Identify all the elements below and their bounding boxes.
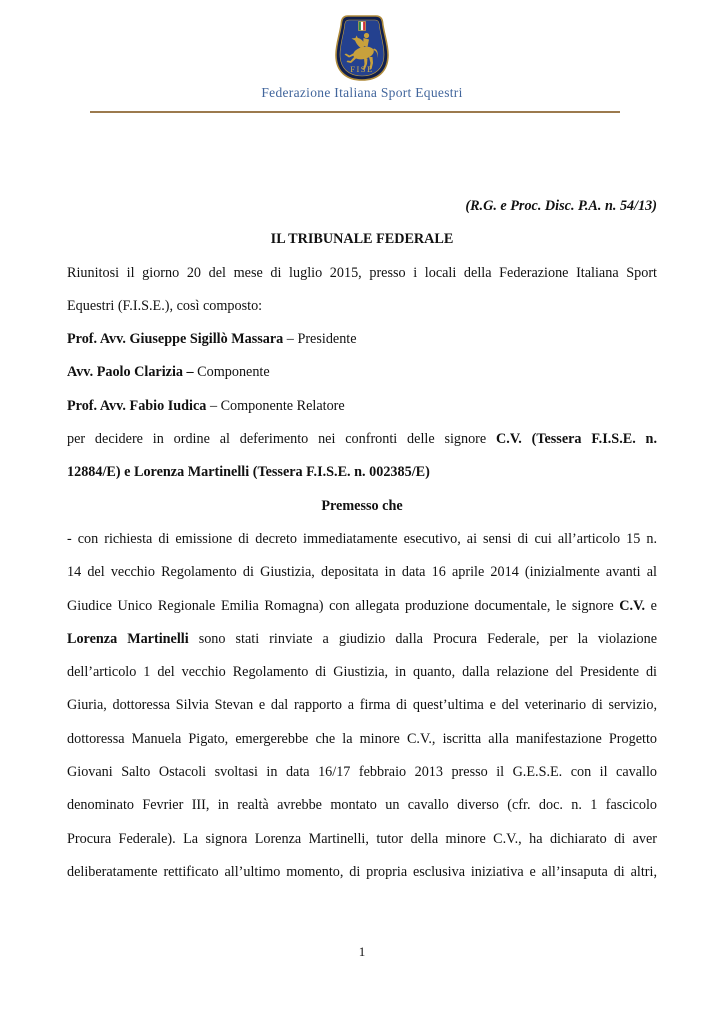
deferimento-line-1 <box>67 423 657 456</box>
premessa-text: 14 del vecchio Regolamento di Giustizia, depositata in data 16 aprile 2014 (inizialmente avanti al <box>67 564 657 581</box>
intro-line-1-text: Riunitosi il giorno 20 del mese di luglio 2015, presso i locali della Federazione Italiana Sport <box>67 264 657 281</box>
panel-member-name: Prof. Avv. Giuseppe Sigillò Massara <box>67 331 284 348</box>
premessa-line-6 <box>67 689 657 722</box>
premessa-text: Giuria, dottoressa Silvia Stevan e dal rapporto a firma di quest’ultima e del veterinario di servizio, <box>67 697 657 714</box>
case-reference <box>67 190 657 223</box>
premesso-che-text: Premesso che <box>321 497 403 514</box>
panel-member-name: Avv. Paolo Clarizia – <box>67 364 194 381</box>
premessa-line-9 <box>67 789 657 822</box>
premessa-line-1 <box>67 523 657 556</box>
premesso-che-heading <box>67 490 657 523</box>
intro-line-2-text: Equestri (F.I.S.E.), così composto: <box>67 297 263 314</box>
deferimento-text: per decidere in ordine al deferimento nei confronti delle signore <box>67 431 497 448</box>
premessa-text: dottoressa Manuela Pigato, emergerebbe che la minore C.V., iscritta alla manifestazione Progetto <box>67 730 657 747</box>
italian-flag-icon <box>359 22 366 31</box>
premessa-text: Procura Federale). La signora Lorenza Martinelli, tutor della minore C.V., ha dichiarato di aver <box>67 830 657 847</box>
defendants-names: 12884/E) e Lorenza Martinelli (Tessera F.I.S.E. n. 002385/E) <box>67 464 430 481</box>
panel-member-relatore <box>67 390 657 423</box>
defendant-name: Lorenza Martinelli <box>67 630 189 647</box>
premessa-line-11 <box>67 856 657 889</box>
premessa-text: Giovani Salto Ostacoli svoltasi in data 16/17 febbraio 2013 presso il G.E.S.E. con il cavallo <box>67 764 657 781</box>
panel-member-role: – Componente Relatore <box>206 397 345 414</box>
document-body <box>67 190 657 889</box>
premessa-line-7 <box>67 723 657 756</box>
panel-member-componente <box>67 356 657 389</box>
fise-shield-icon <box>330 13 394 83</box>
premessa-text: sono stati rinviate a giudizio dalla Procura Federale, per la violazione <box>188 630 657 647</box>
fise-logo <box>0 13 724 101</box>
intro-line-1 <box>67 257 657 290</box>
premessa-text: deliberatamente rettificato all’ultimo momento, di propria esclusiva iniziativa e all’insaputa di altri, <box>67 863 657 880</box>
page-number: 1 <box>358 944 366 959</box>
premessa-line-8 <box>67 756 657 789</box>
premessa-text: Giudice Unico Regionale Emilia Romagna) con allegata produzione documentale, le signore <box>67 597 620 614</box>
premessa-text: denominato Fevrier III, in realtà avrebbe montato un cavallo diverso (cfr. doc. n. 1 fascicolo <box>67 797 657 814</box>
org-name: Federazione Italiana Sport Equestri <box>261 85 463 100</box>
defendant-initials: C.V. <box>619 597 646 614</box>
fise-acronym: FISE <box>350 64 374 74</box>
premessa-text: dell’articolo 1 del vecchio Regolamento di Giustizia, in quanto, dalla relazione del Presidente di <box>67 664 657 681</box>
premessa-line-4 <box>67 623 657 656</box>
defendants-names: C.V. (Tessera F.I.S.E. n. <box>496 431 657 448</box>
premessa-text: e <box>645 597 657 614</box>
doc-title <box>67 223 657 256</box>
intro-line-2 <box>67 290 657 323</box>
premessa-line-2 <box>67 556 657 589</box>
panel-member-president <box>67 323 657 356</box>
premessa-line-3 <box>67 590 657 623</box>
header-rule <box>90 111 620 113</box>
doc-title-text: IL TRIBUNALE FEDERALE <box>270 231 454 248</box>
premessa-line-10 <box>67 823 657 856</box>
premessa-line-5 <box>67 656 657 689</box>
panel-member-role: Componente <box>193 364 270 381</box>
deferimento-line-2 <box>67 456 657 489</box>
panel-member-role: – Presidente <box>283 331 357 348</box>
panel-member-name: Prof. Avv. Fabio Iudica <box>67 397 207 414</box>
premessa-text: - con richiesta di emissione di decreto immediatamente esecutivo, ai sensi di cui all’articolo 15 n. <box>67 530 657 547</box>
case-reference-text: (R.G. e Proc. Disc. P.A. n. 54/13) <box>465 198 657 214</box>
